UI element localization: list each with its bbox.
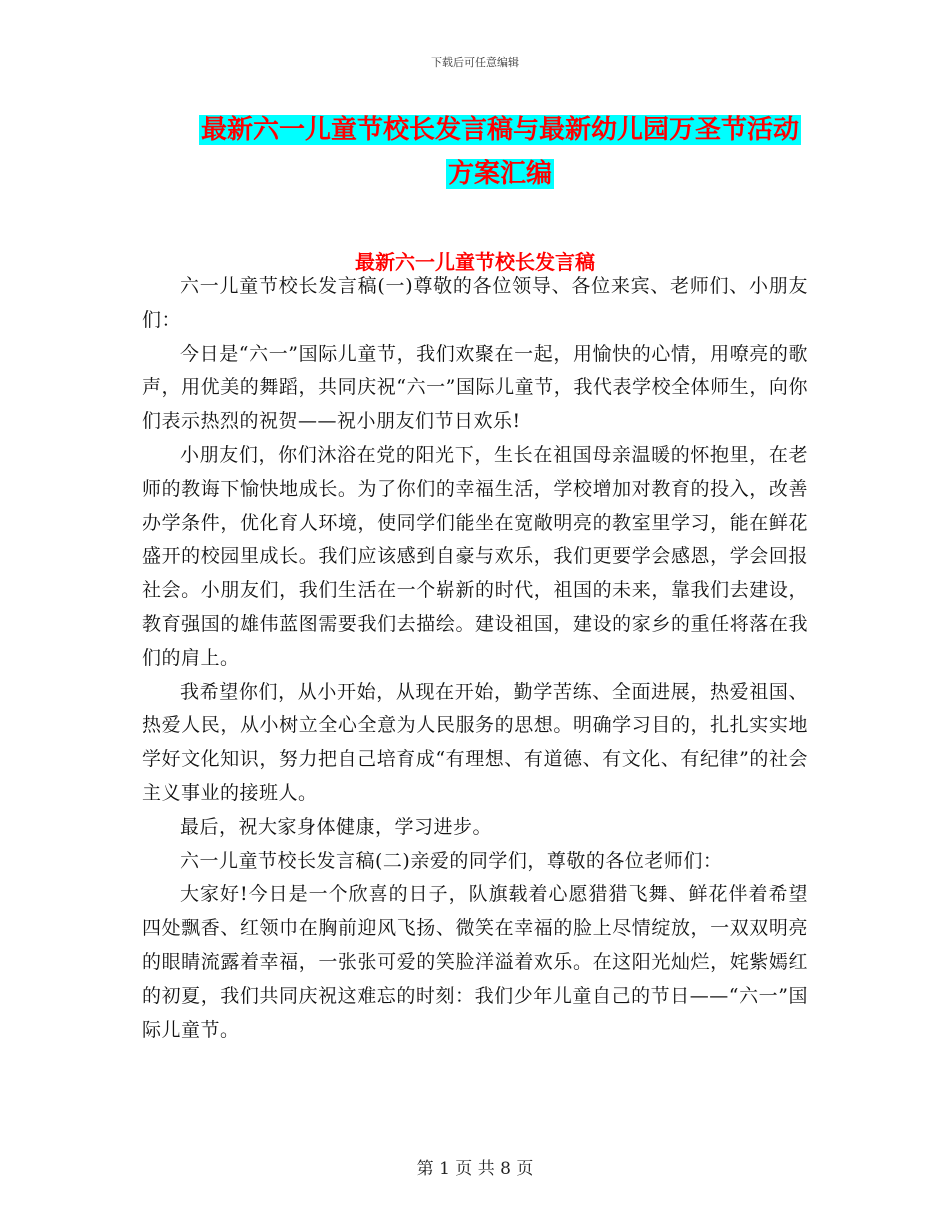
document-title-line-1 [140,110,860,150]
document-title-text-2: 方案汇编 [447,159,552,189]
paragraph: 小朋友们，你们沐浴在党的阳光下，生长在祖国母亲温暖的怀抱里，在老师的教诲下愉快地成长。为了你们的幸福生活，学校增加对教育的投入，改善办学条件，优化育人环境，使同学们能坐在宽敞明亮的教室里学习，能在鲜花盛开的校园里成长。我们应该感到自豪与欢乐，我们更要学会感恩，学会回报社会。小朋友们，我们生活在一个崭新的时代，祖国的未来，靠我们去建设，教育强国的雄伟蓝图需要我们去描绘。建设祖国，建设的家乡的重任将落在我们的肩上。 [142,443,808,669]
paragraph: 最后，祝大家身体健康，学习进步。 [180,815,493,838]
paragraph: 我希望你们，从小开始，从现在开始，勤学苦练、全面进展，热爱祖国、热爱人民，从小树立全心全意为人民服务的思想。明确学习目的，扎扎实实地学好文化知识，努力把自己培育成“有理想、有道德、有文化、有纪律”的社会主义事业的接班人。 [142,680,808,804]
paragraph: 六一儿童节校长发言稿(一)尊敬的各位领导、各位来宾、老师们、小朋友们： [142,275,808,331]
page-footer: 第 1 页 共 8 页 [416,1159,534,1179]
document-body [142,270,808,1047]
section-heading: 最新六一儿童节校长发言稿 [355,250,595,274]
paragraph: 六一儿童节校长发言稿(二)亲爱的同学们，尊敬的各位老师们： [180,849,723,872]
document-title-text-1: 最新六一儿童节校长发言稿与最新幼儿园万圣节活动 [200,115,799,145]
document-title-line-2 [140,154,860,194]
paragraph: 大家好!今日是一个欣喜的日子，队旗载着心愿猎猎飞舞、鲜花伴着希望四处飘香、红领巾在胸前迎风飞扬、微笑在幸福的脸上尽情绽放，一双双明亮的眼睛流露着幸福，一张张可爱的笑脸洋溢着欢乐。在这阳光灿烂，姹紫嫣红的初夏，我们共同庆祝这难忘的时刻：我们少年儿童自己的节日——“六一”国际儿童节。 [142,883,808,1041]
paragraph: 今日是“六一”国际儿童节，我们欢聚在一起，用愉快的心情，用嘹亮的歌声，用优美的舞蹈，共同庆祝“六一”国际儿童节，我代表学校全体师生，向你们表示热烈的祝贺——祝小朋友们节日欢乐! [142,342,808,433]
page-header-note: 下载后可任意编辑 [431,56,519,69]
